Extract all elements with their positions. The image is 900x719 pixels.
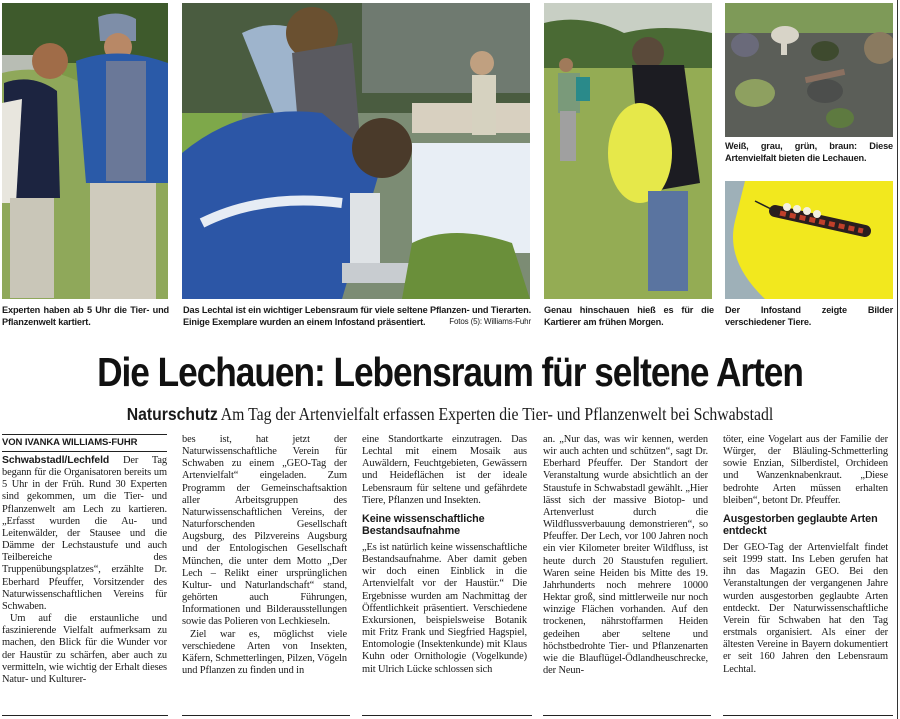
- photo-microscope-infostand-image: [182, 3, 530, 299]
- photo-experts-meadow: [2, 3, 168, 299]
- photo-caterpillar-leaf-caption: Der Infostand zeigte Bilder verschiedener Tiere.: [725, 305, 893, 327]
- photo-microscope-infostand: [182, 3, 530, 299]
- column-rule-bottom: [2, 715, 168, 716]
- photo-net-meadow-caption: Genau hinschauen hieß es für die Kartierer am frühen Morgen.: [544, 305, 714, 327]
- caption-text: Das Lechtal ist ein wichtiger Lebensraum für viele seltene Pflanzen- und Tierarten. Einige Exemplare wurden an einem Infostand präsentiert.: [183, 305, 531, 327]
- column-rule-bottom: [723, 715, 893, 716]
- photo-net-meadow-image: [544, 3, 712, 299]
- photo-fungi-display: [725, 3, 893, 137]
- article-paragraph: [2, 455, 167, 613]
- column-rule-bottom: [362, 715, 532, 716]
- photo-fungi-display-image: [725, 3, 893, 137]
- photo-microscope-infostand-caption: [183, 304, 531, 328]
- article-dateline: Schwabstadl/Lechfeld: [2, 455, 110, 466]
- photo-fungi-display-caption: Weiß, grau, grün, braun: Diese Artenvielfalt bieten die Lechauen.: [725, 141, 893, 163]
- article-byline: VON IVANKA WILLIAMS-FUHR: [2, 434, 167, 452]
- article-text: Der Tag begann für die Organisatoren bereits um 5 Uhr in der Früh. Rund 30 Experten sind gekommen, um die Tier- und Pflanzenwelt am Lech zu kartieren. „Erfasst wurden die Au- und Leitenwälder, der Stausee und die Dämme der Lechstaustufe und auch Teilbereiche des Truppenübungsplatzes“, erzählte Dr. Eberhard Pfeuffer, Vorsitzender des Naturwissenschaftlichen Vereins für Schwaben.: [2, 455, 167, 612]
- article-kicker: Naturschutz: [126, 404, 218, 424]
- column-rule-bottom: [543, 715, 711, 716]
- page-border-right: [897, 0, 898, 719]
- article-paragraph: eine Standortkarte einzutragen. Das Lechtal mit einem Mosaik aus Auwäldern, Feuchtgebieten, Gewässern und Heideflächen ist der ideale Lebensraum für seltene und gefährdete Tiere, Pflanzen und Insekten.: [362, 434, 527, 506]
- photo-caterpillar-leaf-image: [725, 181, 893, 299]
- article-subhead: Keine wissenschaftliche Bestandsaufnahme: [362, 512, 485, 538]
- article-paragraph: an. „Nur das, was wir kennen, werden wir auch achten und schützen“, sagt Dr. Eberhard Pfeuffer. Der Standort der Veranstaltung wurde absichtlich an der Staustufe in Schwabstadl gewählt. „Hier lässt sich der massive Biotop- und Artenverlust durch die Wildflussverbauung demonstrieren“, so Pfeuffer. Der Lech, vor 100 Jahren noch ein vier Kilometer breiter Wildfluss, ist heute durch 20 Staustufen reguliert. Waren seine Heiden bis Mitte des 19. Jahrhunderts noch mehrere 10000 Hektar groß, sind mittlerweile nur noch winzige Flächen vorhanden. Auf den trockenen, nährstoffarmen Heiden gedeihen aber seltene und höchstbedrohte Tier- und Pflanzenarten wie die Blauflügel-Ödlandheuschrecke, der Neun-: [543, 434, 708, 676]
- article-paragraph: bes ist, hat jetzt der Naturwissenschaftliche Verein für Schwaben zu einem „GEO-Tag der Artenvielfalt“ eingeladen. Zum Programm der Gemeinschaftsaktion aller Arbeitsgruppen des Naturwissenschaftlichen Vereins, der Naturforschenden Gesellschaft Augsburg, des Pilzvereins Augsburg und der Entologischen Gesellschaft München, die unter dem Motto „Der Lech – Relikt einer ursprünglichen Kultur- und Naturlandschaft“ stand, gehörten auch Führungen, Informationen und Bilderausstellungen sowie das Polieren von Lechkieseln.: [182, 434, 347, 628]
- photo-credit: Fotos (5): Williams-Fuhr: [449, 317, 531, 326]
- article-column-1: [2, 434, 167, 686]
- article-paragraph: töter, eine Vogelart aus der Familie der Würger, der Bläuling-Schmetterling sowie Enzian, Silberdistel, Orchideen und Wanzenknabenkraut. „Diese bedrohte Arten müssen erhalten bleiben“, betont Dr. Pfeuffer.: [723, 434, 888, 506]
- article-subheadline-text: Am Tag der Artenvielfalt erfassen Experten die Tier- und Pflanzenwelt bei Schwabstadl: [220, 404, 774, 424]
- article-column-5: [723, 434, 888, 676]
- article-column-4: [543, 434, 708, 677]
- article-column-2: [182, 434, 347, 677]
- article-paragraph: „Es ist natürlich keine wissenschaftliche Bestandsaufnahme. Aber damit geben wir doch einen Einblick in die Artenvielfalt vor der Haustür.“ Die Ergebnisse wurden am Nachmittag der Öffentlichkeit präsentiert. Verschiedene Exkursionen, beispielsweise Botanik mit Fritz Frank und Siegfried Hagspiel, Entomologie (Insektenkunde) mit Klaus Kuhn oder Ornithologie (Vogelkunde) mit Ulrich Lücke schlossen sich: [362, 541, 527, 675]
- article-column-3: [362, 434, 527, 676]
- photo-caterpillar-leaf: [725, 181, 893, 299]
- article-paragraph: Um auf die erstaunliche und faszinierende Vielfalt aufmerksam zu machen, den Blick für die Wunder vor der Haustür zu schärfen, aber auch zu vermitteln, wie wichtig der Erhalt dieses Natur- und Kulturer-: [2, 613, 167, 685]
- article-subhead: Ausgestorben geglaubte Arten entdeckt: [723, 512, 878, 538]
- column-rule-bottom: [182, 715, 350, 716]
- article-headline: Die Lechauen: Lebensraum für seltene Arten: [97, 349, 803, 395]
- photo-net-meadow: [544, 3, 712, 299]
- photo-experts-meadow-caption: Experten haben ab 5 Uhr die Tier- und Pflanzenwelt kartiert.: [2, 305, 169, 327]
- photo-experts-meadow-image: [2, 3, 168, 299]
- article-paragraph: Ziel war es, möglichst viele verschiedene Arten von Insekten, Käfern, Schmetterlingen, Pilzen, Vögeln und Pflanzen zu finden und in: [182, 628, 347, 676]
- article-paragraph: Der GEO-Tag der Artenvielfalt findet seit 1999 statt. Ins Leben gerufen hat ihn das Magazin GEO. Bei den Veranstaltungen der vergangenen Jahre wurden ausgestorben geglaubte Arten entdeckt. Der Naturwissenschaftliche Verein für Schwaben hat den Tag erstmals organisiert. Als einer der ältesten Vereine in Bayern dokumentiert er seit 160 Jahren den Lebensraum Lechtal.: [723, 541, 888, 675]
- article-subheadline: [45, 403, 855, 425]
